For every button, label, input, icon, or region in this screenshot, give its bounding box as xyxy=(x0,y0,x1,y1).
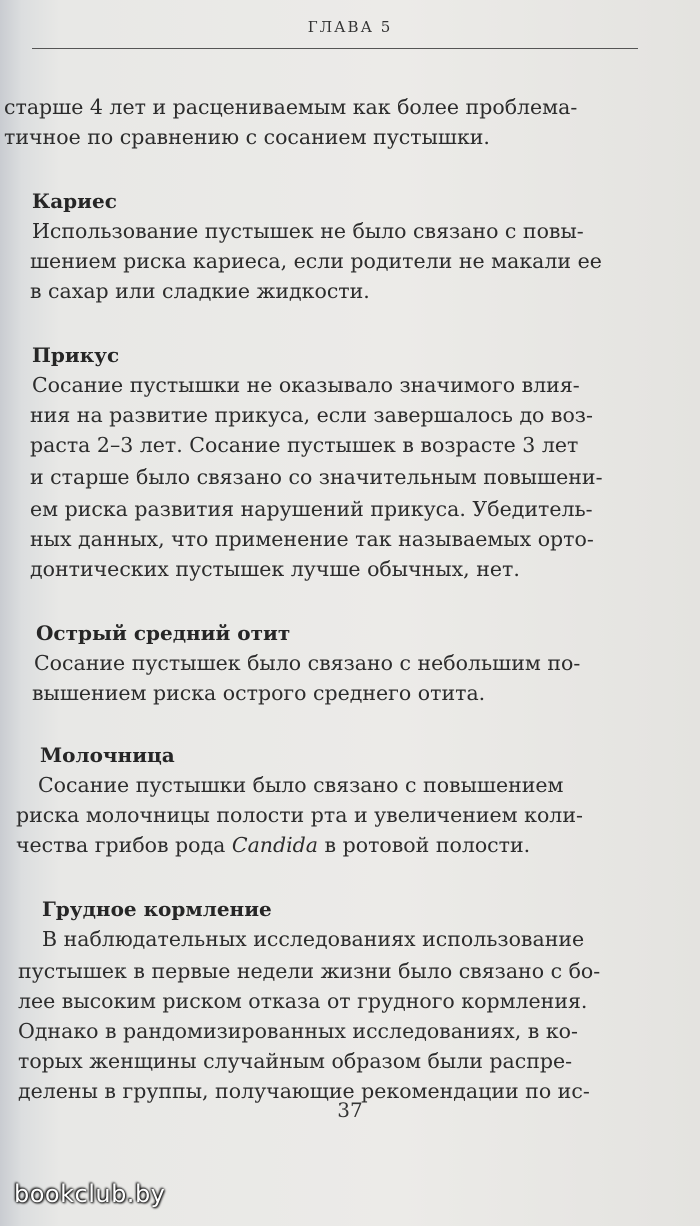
caries-line-1: Использование пустышек не было связано с повы- xyxy=(32,219,584,243)
watermark: bookclub.by xyxy=(14,1180,166,1208)
bite-line-3: раста 2–3 лет. Сосание пустышек в возрасте 3 лет xyxy=(30,433,579,457)
section-heading-thrush: Молочница xyxy=(40,743,175,767)
bite-line-4: и старше было связано со значительным повышени- xyxy=(30,465,603,489)
thrush-line-3 xyxy=(16,830,530,860)
thrush-line-3-italic: Candida xyxy=(231,833,319,857)
section-heading-bite: Прикус xyxy=(32,343,120,367)
section-heading-breastfeeding: Грудное кормление xyxy=(42,897,272,921)
breastfeeding-line-6: делены в группы, получающие рекомендации по ис- xyxy=(18,1079,590,1103)
caries-line-3: в сахар или сладкие жидкости. xyxy=(30,279,370,303)
intro-line-2: тичное по сравнению с сосанием пустышки. xyxy=(4,125,490,149)
breastfeeding-line-4: Однако в рандомизированных исследованиях, в ко- xyxy=(18,1019,578,1043)
header-rule xyxy=(32,48,638,49)
intro-line-1: старше 4 лет и расцениваемым как более проблема- xyxy=(4,95,578,119)
chapter-header: ГЛАВА 5 xyxy=(307,18,393,36)
otitis-line-2: вышением риска острого среднего отита. xyxy=(32,681,486,705)
breastfeeding-line-1: В наблюдательных исследованиях использование xyxy=(42,927,585,951)
breastfeeding-line-2: пустышек в первые недели жизни было связано с бо- xyxy=(18,959,601,983)
otitis-line-1: Сосание пустышек было связано с небольшим по- xyxy=(34,651,581,675)
bite-line-2: ния на развитие прикуса, если завершалось до воз- xyxy=(30,403,593,427)
bite-line-6: ных данных, что применение так называемых орто- xyxy=(30,527,594,551)
section-heading-caries: Кариес xyxy=(32,189,117,213)
thrush-line-2: риска молочницы полости рта и увеличением коли- xyxy=(16,803,583,827)
breastfeeding-line-5: торых женщины случайным образом были распре- xyxy=(18,1049,573,1073)
caries-line-2: шением риска кариеса, если родители не макали ее xyxy=(30,249,602,273)
thrush-line-3-before: чества грибов рода xyxy=(16,833,232,857)
page-number: 37 xyxy=(337,1098,363,1122)
breastfeeding-line-3: лее высоким риском отказа от грудного кормления. xyxy=(18,989,588,1013)
thrush-line-1: Сосание пустышки было связано с повышением xyxy=(38,773,564,797)
thrush-line-3-after: в ротовой полости. xyxy=(318,833,531,857)
bite-line-7: донтических пустышек лучше обычных, нет. xyxy=(30,557,520,581)
bite-line-5: ем риска развития нарушений прикуса. Убедитель- xyxy=(30,497,593,521)
section-heading-otitis: Острый средний отит xyxy=(36,621,291,645)
bite-line-1: Сосание пустышки не оказывало значимого влия- xyxy=(32,373,580,397)
